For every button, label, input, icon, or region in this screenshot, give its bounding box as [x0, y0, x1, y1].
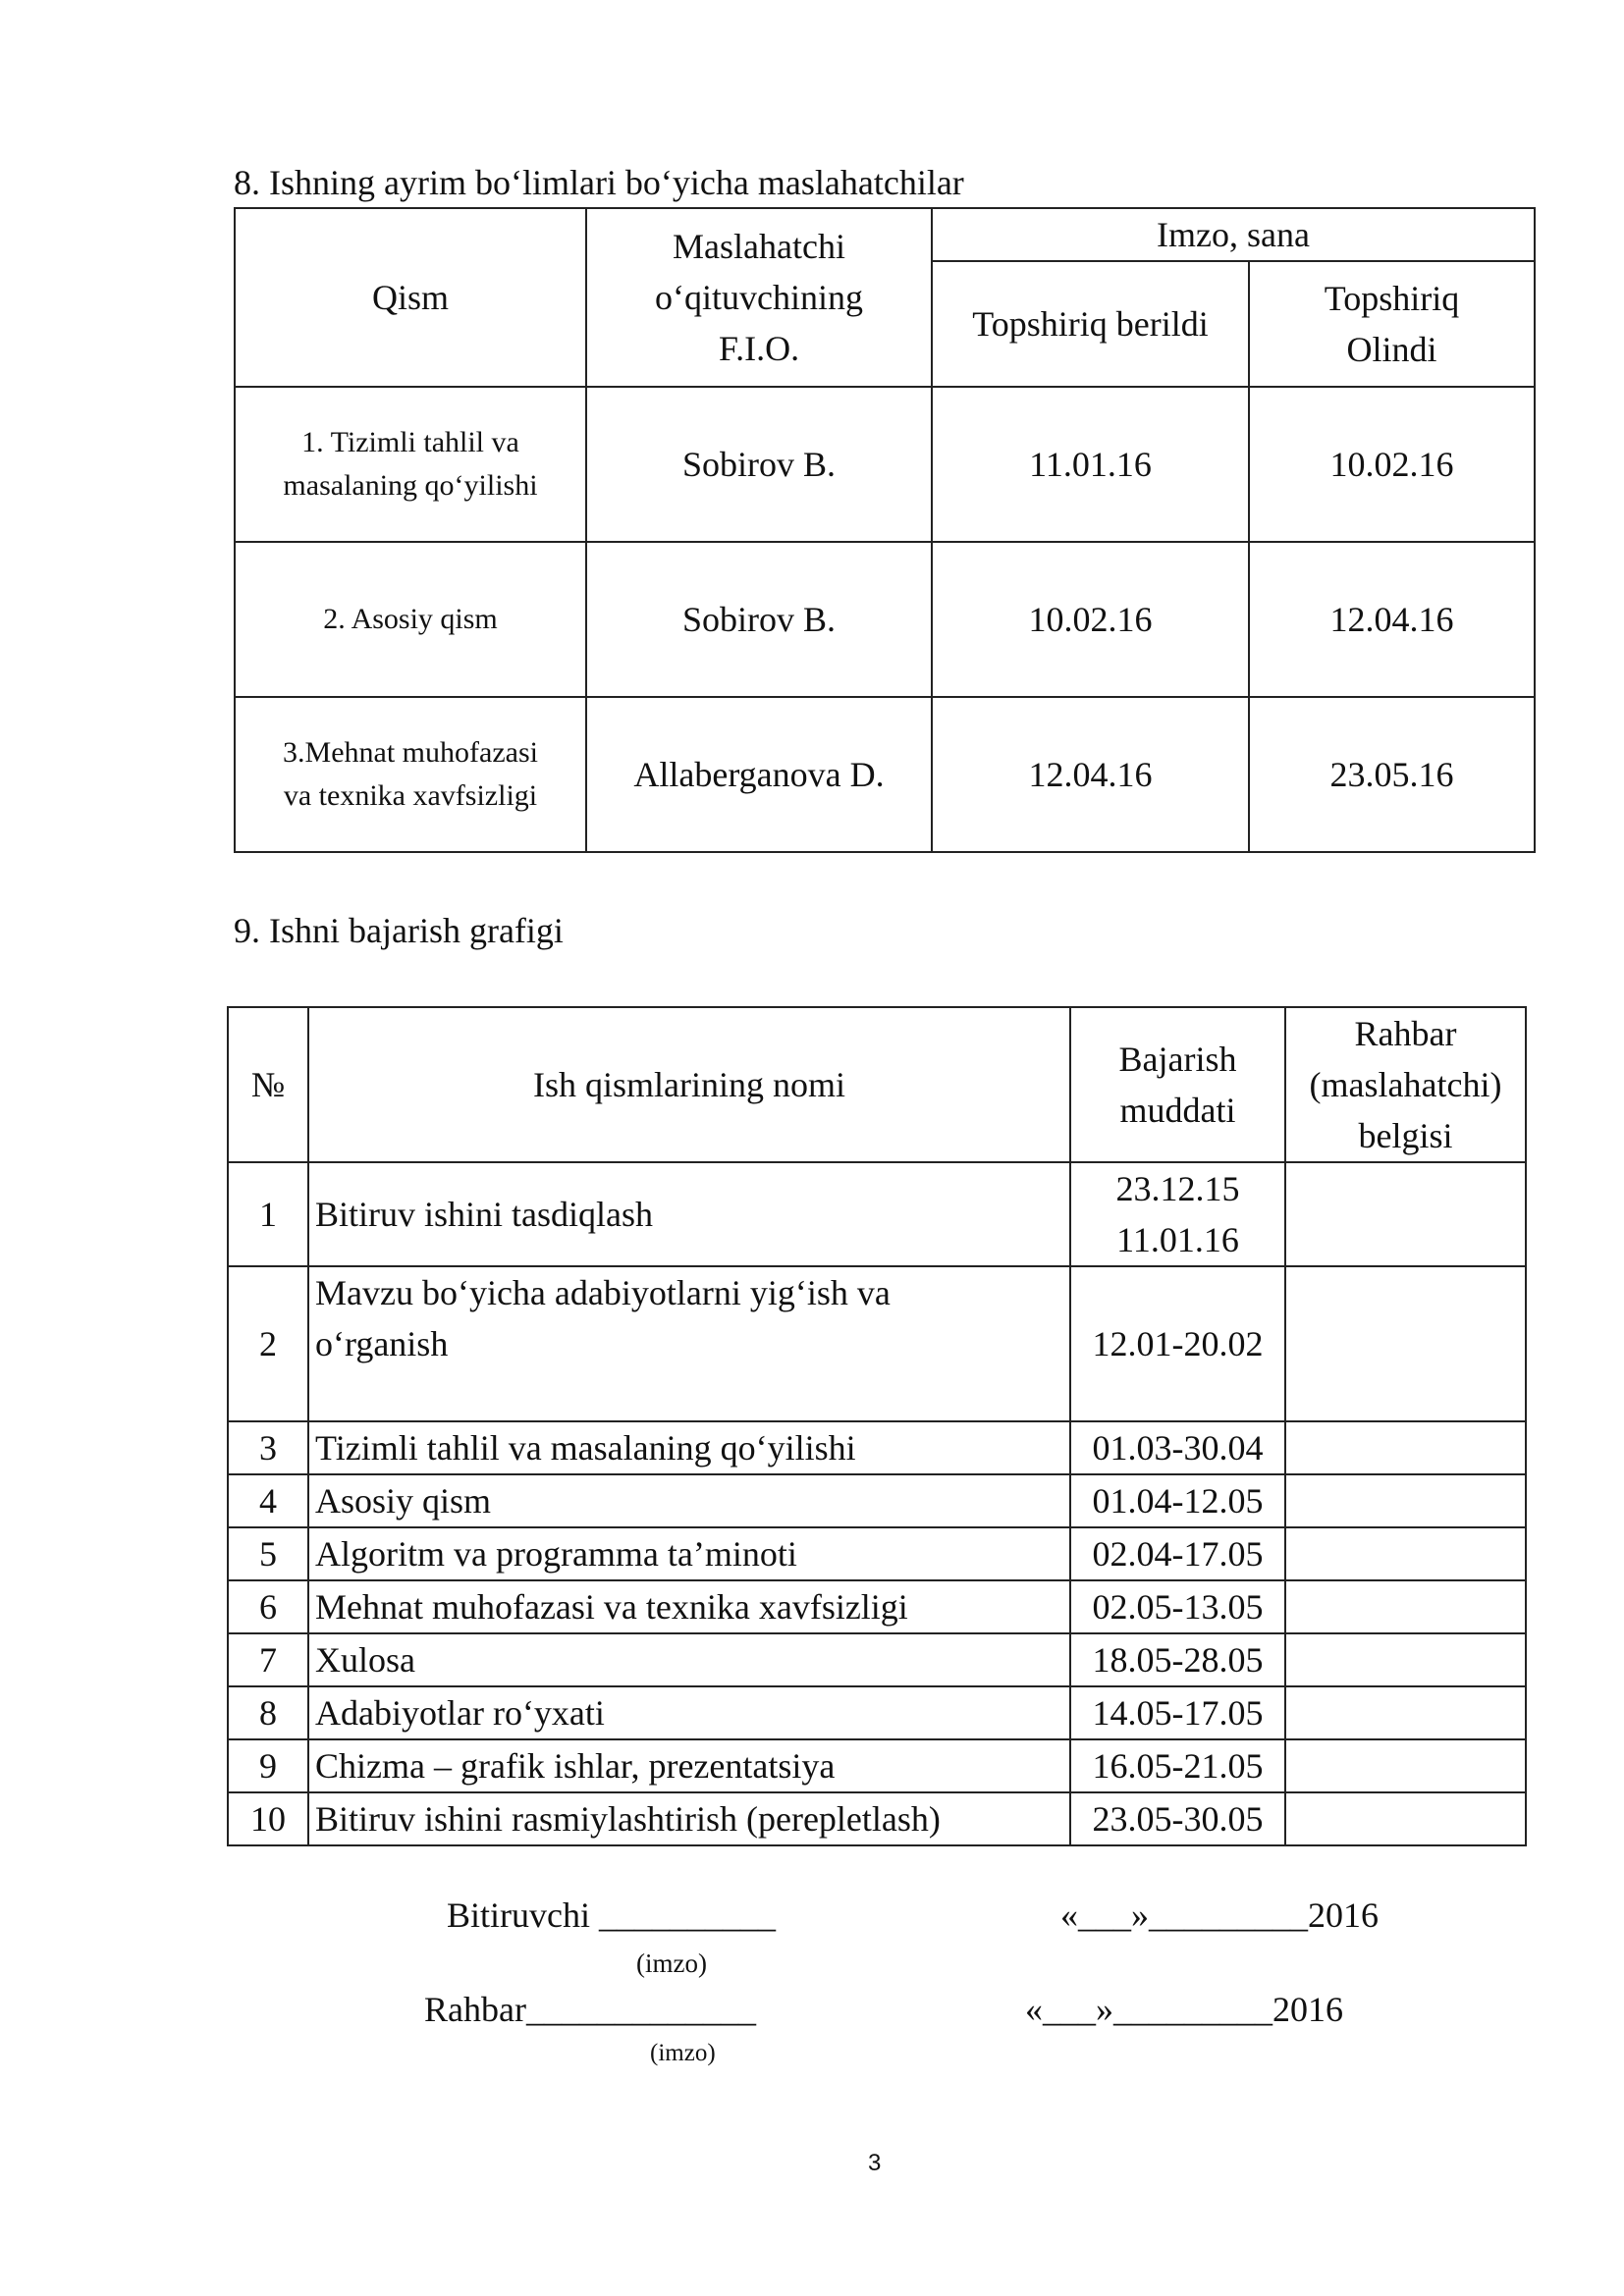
part-cell: [235, 387, 586, 542]
table-row: [228, 1162, 1526, 1266]
table-row: [228, 1527, 1526, 1580]
part-line: va texnika xavfsizligi: [283, 779, 538, 812]
name-line: Tizimli tahlil va masalaning qo‘yilishi: [315, 1428, 856, 1468]
graduate-signature: Bitiruvchi __________: [447, 1896, 776, 1935]
name-cell: [308, 1739, 1070, 1792]
imzo-label: (imzo): [650, 2040, 716, 2066]
name-line: Asosiy qism: [315, 1481, 492, 1521]
part-line: masalaning qo‘yilishi: [283, 469, 538, 502]
deadline-cell: [1070, 1792, 1285, 1845]
name-cell: [308, 1266, 1070, 1421]
sign-cell: [1285, 1474, 1526, 1527]
graduate-date: «___»_________2016: [1060, 1896, 1379, 1935]
num-cell: 8: [228, 1686, 308, 1739]
sign-cell: [1285, 1527, 1526, 1580]
sign-cell: [1285, 1266, 1526, 1421]
name-line: Algoritm va programma ta’minoti: [315, 1534, 797, 1574]
received-cell: 10.02.16: [1249, 387, 1535, 542]
deadline-line: 02.04-17.05: [1092, 1534, 1264, 1574]
num-cell: 10: [228, 1792, 308, 1845]
header-num: №: [228, 1007, 308, 1162]
deadline-line: 11.01.16: [1116, 1220, 1239, 1259]
header-received-line: Olindi: [1346, 330, 1437, 369]
name-cell: [308, 1580, 1070, 1633]
sign-cell: [1285, 1686, 1526, 1739]
table-row: [235, 387, 1535, 542]
deadline-cell: [1070, 1739, 1285, 1792]
deadline-line: 23.12.15: [1115, 1169, 1240, 1208]
given-cell: 10.02.16: [932, 542, 1249, 697]
num-cell: 9: [228, 1739, 308, 1792]
advisor-cell: Allaberganova D.: [586, 697, 932, 852]
name-line: Adabiyotlar ro‘yxati: [315, 1693, 605, 1733]
part-cell: [235, 542, 586, 697]
sign-cell: [1285, 1421, 1526, 1474]
header-deadline-line: muddati: [1119, 1091, 1236, 1130]
advisors-table: [234, 207, 1536, 853]
num-cell: 1: [228, 1162, 308, 1266]
deadline-line: 01.04-12.05: [1092, 1481, 1264, 1521]
header-received-line: Topshiriq: [1324, 279, 1460, 318]
table-row: [228, 1474, 1526, 1527]
deadline-line: 14.05-17.05: [1092, 1693, 1264, 1733]
given-cell: 12.04.16: [932, 697, 1249, 852]
header-sign: [1285, 1007, 1526, 1162]
name-line: Mehnat muhofazasi va texnika xavfsizligi: [315, 1587, 908, 1627]
supervisor-signature: Rahbar_____________: [424, 1990, 756, 2029]
section-9-title: 9. Ishni bajarish grafigi: [234, 911, 564, 950]
table-row: [228, 1739, 1526, 1792]
sign-cell: [1285, 1162, 1526, 1266]
num-cell: 6: [228, 1580, 308, 1633]
deadline-line: 12.01-20.02: [1092, 1324, 1264, 1363]
num-cell: 2: [228, 1266, 308, 1421]
header-given: Topshiriq berildi: [932, 261, 1249, 387]
header-advisor-line: F.I.O.: [718, 329, 800, 368]
deadline-cell: [1070, 1527, 1285, 1580]
header-qism: Qism: [235, 208, 586, 387]
table-row: [235, 697, 1535, 852]
given-cell: 11.01.16: [932, 387, 1249, 542]
table-row: [228, 1421, 1526, 1474]
part-line: 3.Mehnat muhofazasi: [283, 736, 538, 769]
page-number: 3: [868, 2150, 882, 2176]
sign-cell: [1285, 1792, 1526, 1845]
advisor-cell: Sobirov B.: [586, 387, 932, 542]
name-cell: [308, 1686, 1070, 1739]
name-line: Bitiruv ishini tasdiqlash: [315, 1195, 654, 1234]
header-advisor-line: o‘qituvchining: [655, 278, 863, 317]
name-cell: [308, 1474, 1070, 1527]
table-row: [228, 1266, 1526, 1421]
deadline-cell: [1070, 1474, 1285, 1527]
table-row: [228, 1580, 1526, 1633]
header-sign-line: (maslahatchi): [1309, 1065, 1502, 1104]
name-cell: [308, 1792, 1070, 1845]
deadline-line: 16.05-21.05: [1092, 1746, 1264, 1786]
name-cell: [308, 1421, 1070, 1474]
received-cell: 23.05.16: [1249, 697, 1535, 852]
header-sign-line: belgisi: [1358, 1116, 1453, 1155]
header-imzo-sana: Imzo, sana: [932, 208, 1535, 261]
table-row: [235, 542, 1535, 697]
part-line: 1. Tizimli tahlil va: [301, 426, 519, 458]
header-sign-line: Rahbar: [1354, 1014, 1457, 1053]
deadline-cell: [1070, 1633, 1285, 1686]
header-name: Ish qismlarining nomi: [308, 1007, 1070, 1162]
name-cell: [308, 1527, 1070, 1580]
deadline-cell: [1070, 1580, 1285, 1633]
table-row: [228, 1792, 1526, 1845]
deadline-line: 01.03-30.04: [1092, 1428, 1264, 1468]
name-line: Xulosa: [315, 1640, 415, 1680]
num-cell: 5: [228, 1527, 308, 1580]
received-cell: 12.04.16: [1249, 542, 1535, 697]
num-cell: 7: [228, 1633, 308, 1686]
deadline-cell: [1070, 1686, 1285, 1739]
sign-cell: [1285, 1633, 1526, 1686]
part-cell: [235, 697, 586, 852]
header-advisor-line: Maslahatchi: [673, 227, 845, 266]
advisor-cell: Sobirov B.: [586, 542, 932, 697]
name-cell: [308, 1162, 1070, 1266]
num-cell: 3: [228, 1421, 308, 1474]
deadline-cell: [1070, 1421, 1285, 1474]
name-line: Mavzu bo‘yicha adabiyotlarni yig‘ish va: [315, 1273, 891, 1312]
section-8-title: 8. Ishning ayrim bo‘limlari bo‘yicha maslahatchilar: [234, 163, 964, 202]
deadline-cell: [1070, 1162, 1285, 1266]
name-line: Chizma – grafik ishlar, prezentatsiya: [315, 1746, 836, 1786]
deadline-line: 18.05-28.05: [1092, 1640, 1264, 1680]
header-advisor: [586, 208, 932, 387]
sign-cell: [1285, 1739, 1526, 1792]
imzo-label: (imzo): [636, 1949, 707, 1978]
name-line: o‘rganish: [315, 1324, 449, 1363]
sign-cell: [1285, 1580, 1526, 1633]
header-deadline: [1070, 1007, 1285, 1162]
header-deadline-line: Bajarish: [1118, 1040, 1237, 1079]
deadline-line: 02.05-13.05: [1092, 1587, 1264, 1627]
deadline-line: 23.05-30.05: [1092, 1799, 1264, 1839]
table-row: [228, 1686, 1526, 1739]
header-received: [1249, 261, 1535, 387]
part-line: 2. Asosiy qism: [323, 603, 498, 635]
deadline-cell: [1070, 1266, 1285, 1421]
table-row: [228, 1633, 1526, 1686]
schedule-table: [227, 1006, 1527, 1846]
num-cell: 4: [228, 1474, 308, 1527]
name-cell: [308, 1633, 1070, 1686]
supervisor-date: «___»_________2016: [1025, 1990, 1343, 2029]
name-line: Bitiruv ishini rasmiylashtirish (perepletlash): [315, 1799, 941, 1839]
